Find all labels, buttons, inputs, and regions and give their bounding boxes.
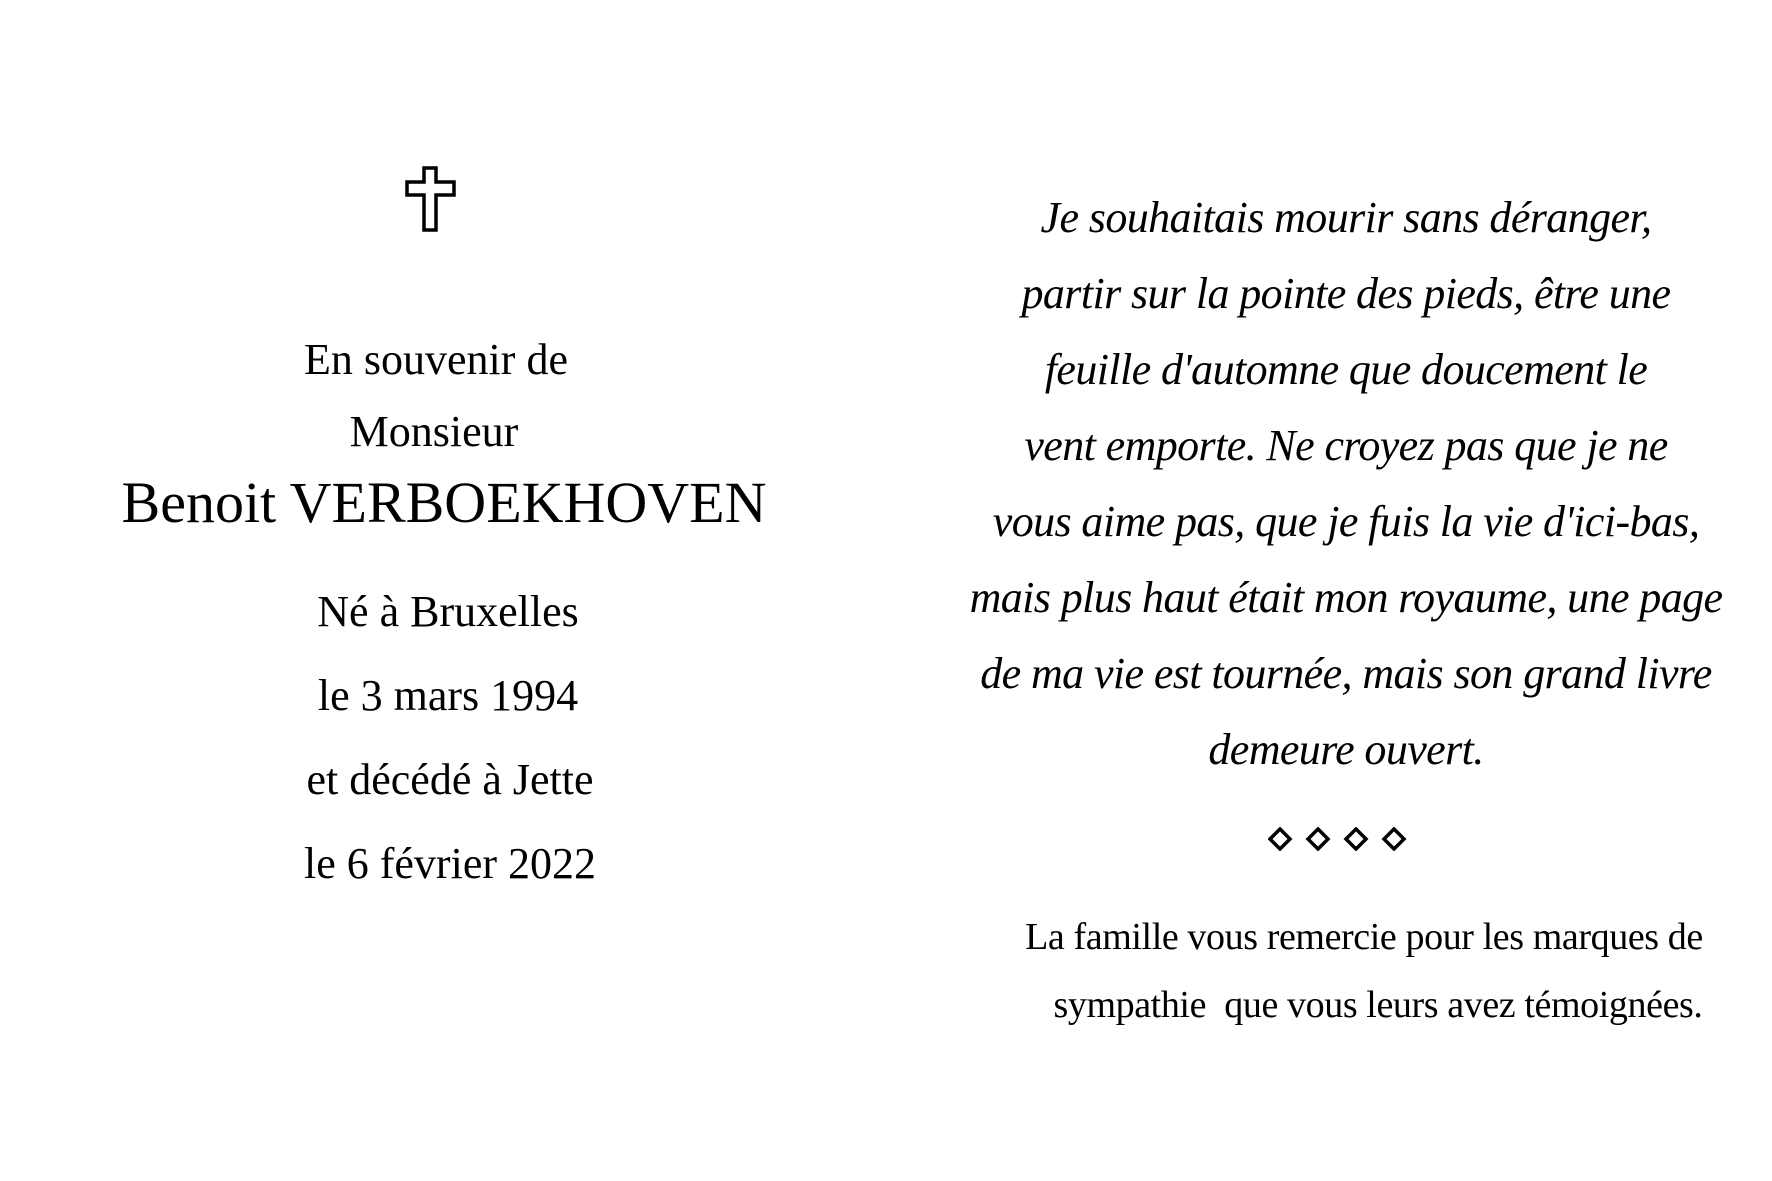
death-date: le 6 février 2022 — [304, 839, 596, 888]
birth-place: Né à Bruxelles — [317, 587, 579, 636]
poem-line-7: de ma vie est tournée, mais son grand livre — [980, 649, 1712, 698]
death-place: et décédé à Jette — [306, 755, 594, 804]
poem-line-8: demeure ouvert. — [1208, 725, 1484, 774]
thanks-line-2: sympathie que vous leurs avez témoignées. — [1053, 984, 1703, 1026]
deceased-name: Benoit VERBOEKHOVEN — [121, 470, 767, 535]
thanks-line-1: La famille vous remercie pour les marques de — [1025, 916, 1703, 958]
poem-line-3: feuille d'automne que doucement le — [1044, 345, 1648, 394]
memorial-intro: En souvenir de — [304, 335, 568, 384]
poem-line-2: partir sur la pointe des pieds, être une — [1021, 269, 1671, 318]
poem-line-4: vent emporte. Ne croyez pas que je ne — [1024, 421, 1668, 470]
poem-line-5: vous aime pas, que je fuis la vie d'ici-bas, — [992, 497, 1700, 546]
honorific: Monsieur — [349, 407, 519, 456]
four-diamonds-icon — [1268, 827, 1422, 851]
cross-outline-icon — [404, 166, 458, 232]
poem-line-6: mais plus haut était mon royaume, une page — [969, 573, 1723, 622]
birth-date: le 3 mars 1994 — [317, 671, 579, 720]
poem-line-1: Je souhaitais mourir sans déranger, — [1040, 193, 1652, 242]
